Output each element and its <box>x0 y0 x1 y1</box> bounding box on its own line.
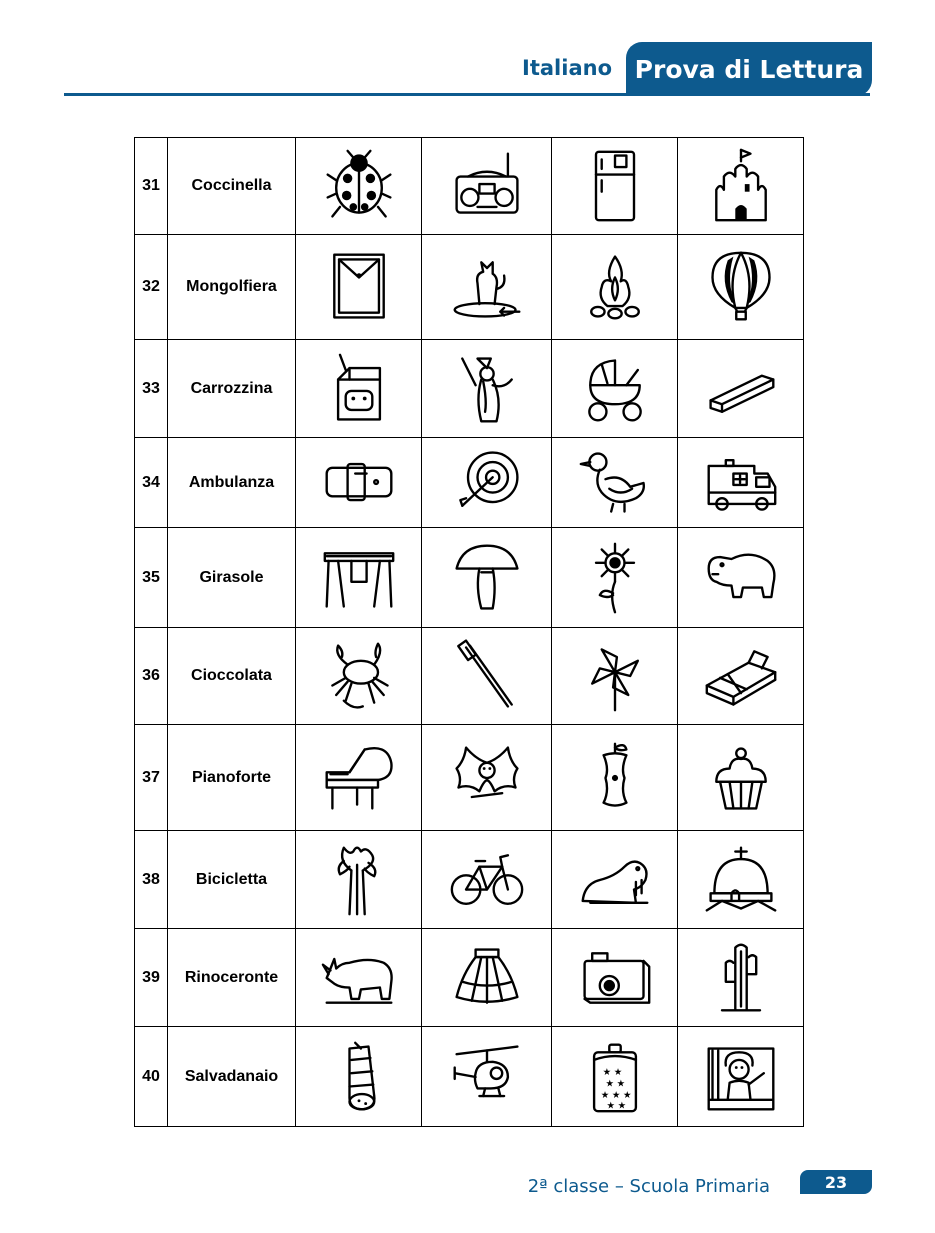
picture-choice[interactable] <box>678 235 804 340</box>
picture-choice[interactable] <box>422 438 552 528</box>
baby-carriage-icon <box>577 351 653 427</box>
wizard-icon <box>449 351 525 427</box>
walrus-icon <box>577 842 653 918</box>
picture-choice[interactable] <box>678 725 804 831</box>
picture-choice[interactable] <box>296 528 422 628</box>
item-number: 36 <box>135 628 168 725</box>
item-word: Cioccolata <box>168 628 296 725</box>
table-row <box>135 340 804 438</box>
picture-choice[interactable] <box>678 628 804 725</box>
item-number: 38 <box>135 831 168 929</box>
item-number: 34 <box>135 438 168 528</box>
picture-choice[interactable] <box>678 528 804 628</box>
ladybug-icon <box>321 148 397 224</box>
boombox-radio-icon <box>449 148 525 224</box>
item-number: 35 <box>135 528 168 628</box>
item-number: 33 <box>135 340 168 438</box>
reading-test-table <box>134 137 804 1127</box>
picture-choice[interactable] <box>296 929 422 1027</box>
picture-choice[interactable] <box>678 138 804 235</box>
pinwheel-icon <box>577 638 653 714</box>
item-number: 40 <box>135 1027 168 1127</box>
picture-choice[interactable] <box>678 340 804 438</box>
picture-choice[interactable] <box>552 1027 678 1127</box>
picture-choice[interactable] <box>678 438 804 528</box>
picture-choice[interactable] <box>552 138 678 235</box>
item-number: 31 <box>135 138 168 235</box>
table-row <box>135 438 804 528</box>
salami-icon <box>321 1039 397 1115</box>
table-row <box>135 929 804 1027</box>
bat-icon <box>449 740 525 816</box>
bicycle-icon <box>449 842 525 918</box>
picture-choice[interactable] <box>552 929 678 1027</box>
picture-choice[interactable] <box>678 831 804 929</box>
picture-choice[interactable] <box>296 831 422 929</box>
picture-choice[interactable] <box>678 929 804 1027</box>
picture-choice[interactable] <box>552 235 678 340</box>
picture-choice[interactable] <box>552 831 678 929</box>
camera-icon <box>577 940 653 1016</box>
hippopotamus-icon <box>703 540 779 616</box>
campfire-icon <box>577 249 653 325</box>
hot-air-balloon-icon <box>703 249 779 325</box>
picture-choice[interactable] <box>296 138 422 235</box>
svg-text:★ ★ ★: ★ ★ ★ <box>600 1089 632 1101</box>
header-title-tab: Prova di Lettura <box>626 42 872 96</box>
picture-choice[interactable] <box>422 235 552 340</box>
picture-choice[interactable] <box>552 340 678 438</box>
chalk-stick-icon <box>703 351 779 427</box>
item-word: Coccinella <box>168 138 296 235</box>
picture-choice[interactable] <box>296 1027 422 1127</box>
grand-piano-icon <box>321 740 397 816</box>
belt-icon <box>321 445 397 521</box>
table-row <box>135 528 804 628</box>
cupcake-icon <box>703 740 779 816</box>
picture-choice[interactable] <box>552 528 678 628</box>
item-word: Salvadanaio <box>168 1027 296 1127</box>
cactus-icon <box>703 940 779 1016</box>
item-word: Mongolfiera <box>168 235 296 340</box>
picture-choice[interactable] <box>422 340 552 438</box>
table-row <box>135 1027 804 1127</box>
toothbrush-icon <box>449 638 525 714</box>
sandcastle-icon <box>703 148 779 224</box>
table-row <box>135 725 804 831</box>
picture-choice[interactable] <box>552 725 678 831</box>
cat-puddle-icon <box>449 249 525 325</box>
chocolate-bar-icon <box>703 638 779 714</box>
ambulance-icon <box>703 445 779 521</box>
picture-choice[interactable] <box>422 725 552 831</box>
envelope-icon <box>321 249 397 325</box>
picture-choice[interactable] <box>296 340 422 438</box>
picture-choice[interactable] <box>422 1027 552 1127</box>
item-number: 32 <box>135 235 168 340</box>
table-row <box>135 628 804 725</box>
duck-icon <box>577 445 653 521</box>
item-word: Bicicletta <box>168 831 296 929</box>
crab-icon <box>321 638 397 714</box>
picture-choice[interactable] <box>678 1027 804 1127</box>
item-word: Girasole <box>168 528 296 628</box>
picture-choice[interactable] <box>296 438 422 528</box>
milk-carton-icon <box>321 351 397 427</box>
skirt-icon <box>449 940 525 1016</box>
rhinoceros-icon <box>321 940 397 1016</box>
picture-choice[interactable] <box>422 138 552 235</box>
header-subject: Italiano <box>522 56 612 80</box>
picture-choice[interactable] <box>296 235 422 340</box>
sunflower-icon <box>577 540 653 616</box>
picture-choice[interactable] <box>552 438 678 528</box>
table-row <box>135 235 804 340</box>
celery-icon <box>321 842 397 918</box>
apple-core-icon <box>577 740 653 816</box>
item-word: Carrozzina <box>168 340 296 438</box>
footer-grade: 2ª classe – Scuola Primaria <box>527 1176 770 1197</box>
mushroom-icon <box>449 540 525 616</box>
item-number: 37 <box>135 725 168 831</box>
item-word: Rinoceronte <box>168 929 296 1027</box>
picture-choice[interactable] <box>422 628 552 725</box>
refrigerator-icon <box>577 148 653 224</box>
table-icon <box>321 540 397 616</box>
item-word: Ambulanza <box>168 438 296 528</box>
table-row <box>135 831 804 929</box>
piggy-bank-icon <box>577 1039 653 1115</box>
picture-choice[interactable] <box>552 628 678 725</box>
picture-choice[interactable] <box>296 628 422 725</box>
picture-choice[interactable] <box>296 725 422 831</box>
item-word: Pianoforte <box>168 725 296 831</box>
picture-choice[interactable] <box>422 831 552 929</box>
svg-text:★ ★: ★ ★ <box>605 1078 625 1089</box>
picture-choice[interactable] <box>422 929 552 1027</box>
picture-choice[interactable] <box>422 528 552 628</box>
helicopter-icon <box>449 1039 525 1115</box>
judge-icon <box>703 1039 779 1115</box>
dome-icon <box>703 842 779 918</box>
page-number-badge: 23 <box>800 1170 872 1194</box>
item-number: 39 <box>135 929 168 1027</box>
svg-text:★ ★: ★ ★ <box>605 1099 626 1111</box>
table-row <box>135 138 804 235</box>
target-icon <box>449 445 525 521</box>
svg-text:★ ★: ★ ★ <box>602 1066 622 1078</box>
